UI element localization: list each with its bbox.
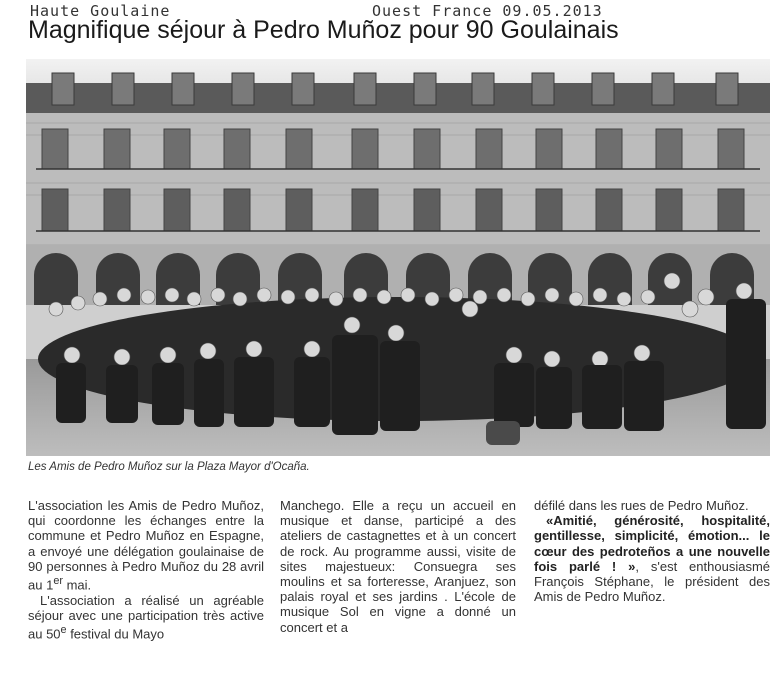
paragraph-defile: défilé dans les rues de Pedro Muñoz. — [534, 498, 749, 513]
article-column-2 — [280, 498, 516, 635]
header-source-date: Ouest France 09.05.2013 — [372, 2, 603, 20]
photo-caption: Les Amis de Pedro Muñoz sur la Plaza Mayor d'Ocaña. — [28, 461, 310, 473]
article-column-3 — [534, 498, 770, 604]
plaza-mayor-group-image — [26, 59, 770, 456]
article-column-1 — [28, 498, 264, 641]
header-location: Haute Goulaine — [30, 2, 171, 20]
group-photo — [26, 59, 770, 456]
paragraph-quote: «Amitié, générosité, hospitalité, gentillesse, simplicité, émotion... le cœur des pedroteños a une nouvelle fois parlé ! », s'est enthousiasmé François Stéphane, le président des Amis de Pedro Muñoz. — [534, 513, 770, 605]
paragraph-intro: L'association les Amis de Pedro Muñoz, qui coordonne les échanges entre la commune et Pedro Muñoz en Espagne, a envoyé une délégation goulainaise de 90 personnes à Pedro Muñoz du 28 avril au 1er mai. — [28, 498, 264, 593]
quote-text: «Amitié, générosité, hospitalité, gentillesse, simplicité, émotion... le cœur des pedroteños a une nouvelle fois parlé ! » — [534, 513, 770, 574]
paragraph-sejour: L'association a réalisé un agréable séjour avec une participation très active au 50e festival du Mayo — [28, 592, 264, 642]
article-title: Magnifique séjour à Pedro Muñoz pour 90 Goulainais — [28, 16, 619, 44]
paragraph-programme: Manchego. Elle a reçu un accueil en musique et danse, participé a des ateliers de castagnettes et à un concert de rock. Au programme aussi, visite de sites majestueux: Consuegra ses moulins et sa forteresse, Aranjuez, son palais royal et ses jardins . L'école de musique Sol en vigne a donné un concert et a — [280, 498, 516, 635]
